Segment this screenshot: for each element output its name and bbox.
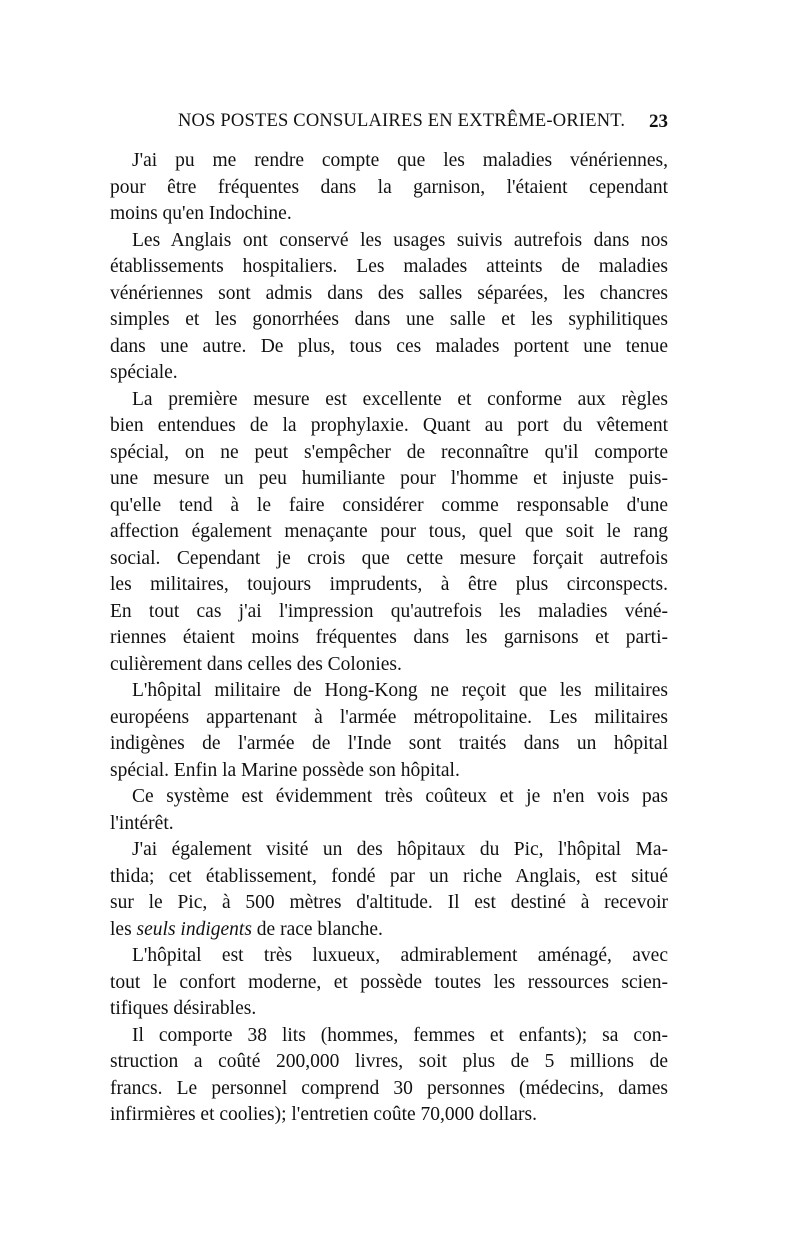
text-line: établissements hospitaliers. Les malades atteints de maladies [110,256,668,277]
text-line: L'hôpital est très luxueux, admirablement aménagé, avec [132,945,668,966]
paragraph [110,784,668,837]
text-line: sur le Pic, à 500 mètres d'altitude. Il est destiné à recevoir [110,892,668,913]
text-line: les militaires, toujours imprudents, à être plus circonspects. [110,574,668,595]
text-line: spécial, on ne peut s'empêcher de reconnaître qu'il comporte [110,441,668,463]
text-line: vénériennes sont admis dans des salles séparées, les chancres [110,282,668,304]
text-line: indigènes de l'armée de l'Inde sont traités dans un hôpital [110,733,668,754]
text-line: spécial. Enfin la Marine possède son hôpital. [110,759,460,781]
text-line: infirmières et coolies); l'entretien coûte 70,000 dollars. [110,1104,537,1125]
text-line: pour être fréquentes dans la garnison, l'étaient cependant [110,176,668,198]
text-line: En tout cas j'ai l'impression qu'autrefois les maladies véné- [110,600,668,622]
text-line: J'ai également visité un des hôpitaux du Pic, l'hôpital Ma- [132,839,668,860]
text-line: struction a coûté 200,000 livres, soit plus de 5 millions de [110,1051,668,1072]
text-line: qu'elle tend à le faire considérer comme responsable d'une [110,494,668,516]
paragraph [110,943,668,1023]
text-line: Il comporte 38 lits (hommes, femmes et enfants); sa con- [132,1024,668,1046]
text-line: une mesure un peu humiliante pour l'homme et injuste puis- [110,468,668,489]
text-line [110,917,668,944]
text-line: affection également menaçante pour tous, quel que soit le rang [110,521,668,542]
paragraph [110,228,668,387]
body-text [110,148,668,1129]
text-segment: les [110,918,137,940]
page-number: 23 [649,111,668,132]
text-line: spéciale. [110,362,178,383]
paragraph [110,837,668,943]
text-line: européens appartenant à l'armée métropolitaine. Les militaires [110,706,668,728]
paragraph [110,387,668,679]
text-line: thida; cet établissement, fondé par un riche Anglais, est situé [110,865,668,887]
text-line: tifiques désirables. [110,998,257,1019]
text-segment: de race blanche. [251,918,383,940]
text-line: social. Cependant je crois que cette mesure forçait autrefois [110,547,668,569]
running-head [110,111,668,139]
paragraph [110,1023,668,1129]
text-line: Les Anglais ont conservé les usages suivis autrefois dans nos [132,229,668,251]
text-line: simples et les gonorrhées dans une salle et les syphilitiques [110,309,668,330]
text-line: dans une autre. De plus, tous ces malades portent une tenue [110,335,668,357]
text-line: culièrement dans celles des Colonies. [110,653,402,675]
text-line: J'ai pu me rendre compte que les maladies vénériennes, [132,150,668,171]
text-line: L'hôpital militaire de Hong-Kong ne reçoit que les militaires [132,680,668,701]
running-title: NOS POSTES CONSULAIRES EN EXTRÊME-ORIENT. [178,111,626,131]
paragraph [110,678,668,784]
italic-phrase: seuls indigents [136,918,252,940]
text-line: riennes étaient moins fréquentes dans les garnisons et parti- [110,627,668,648]
text-line: tout le confort moderne, et possède toutes les ressources scien- [110,971,668,993]
text-line: francs. Le personnel comprend 30 personnes (médecins, dames [110,1077,668,1099]
text-line: La première mesure est excellente et conforme aux règles [132,388,668,410]
text-line: l'intérêt. [110,812,174,834]
text-line: moins qu'en Indochine. [110,203,292,224]
paragraph [110,148,668,228]
text-line: bien entendues de la prophylaxie. Quant au port du vêtement [110,415,668,436]
text-line: Ce système est évidemment très coûteux et je n'en vois pas [132,786,668,807]
